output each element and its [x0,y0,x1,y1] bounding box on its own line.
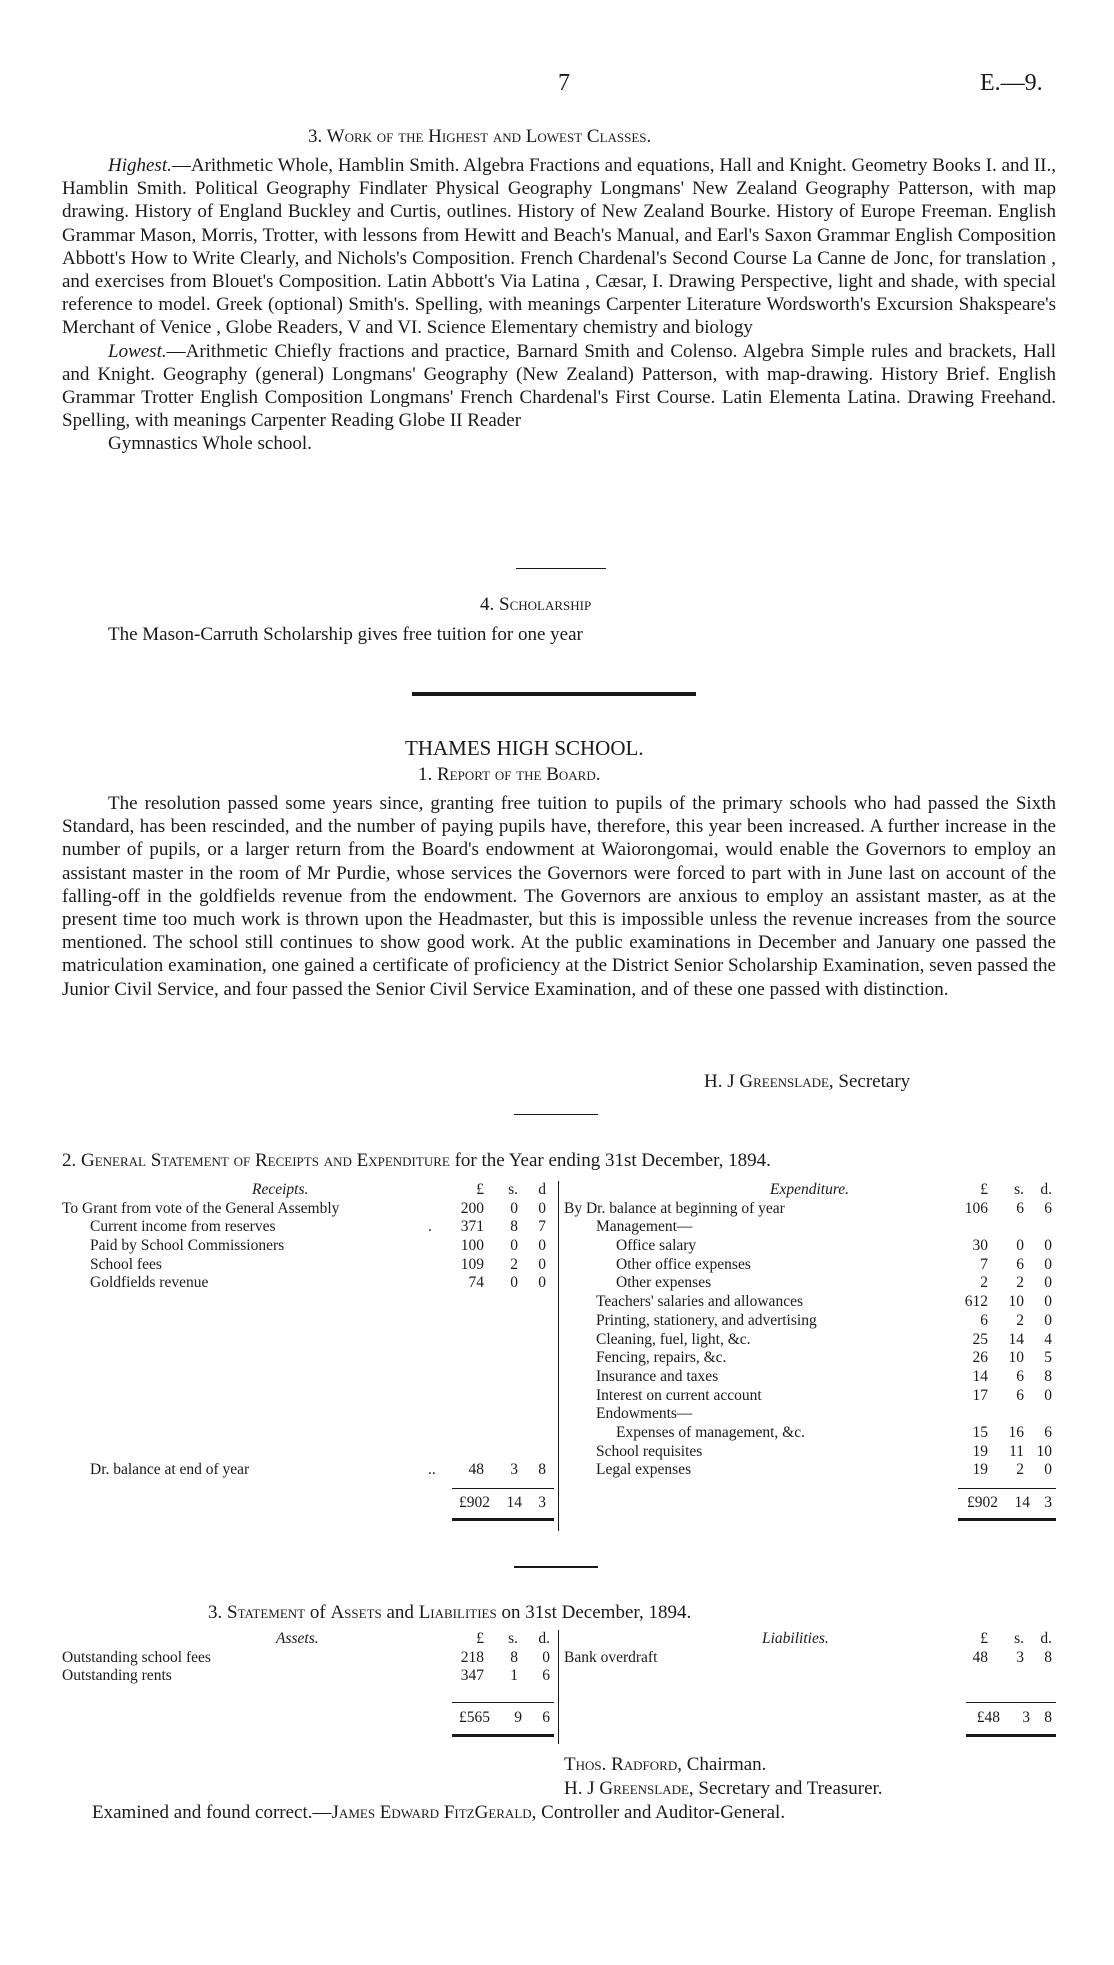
gymnastics-line: Gymnastics Whole school. [108,433,312,455]
section-3-body [62,154,1056,456]
row-pounds: 6 [980,1311,988,1329]
chairman-signature [564,1754,766,1776]
receipts-rows [62,1200,554,1293]
liabilities-sum-rule [966,1702,1056,1703]
row-label: Current income from reserves [90,1218,276,1236]
liabilities-total-shillings: 3 [1022,1709,1030,1726]
assets-title-caps-2: Assets [330,1602,382,1623]
expenditure-total-row [564,1494,1056,1513]
table-row [564,1443,1056,1462]
statement-column-divider [558,1181,559,1531]
row-pounds: 218 [460,1648,484,1666]
lowest-label: Lowest. [108,340,167,362]
row-pence: 0 [538,1255,546,1273]
document-reference: E.—9. [980,70,1043,96]
row-pence: 0 [1044,1311,1052,1329]
table-row [564,1256,1056,1275]
general-statement-title-caps: 2. General Statement of Receipts and Expenditure [62,1150,450,1171]
row-pence: 0 [1044,1237,1052,1255]
examined-prefix: Examined and found correct.— [92,1802,332,1823]
row-pounds: 74 [468,1274,484,1292]
row-pence: 0 [538,1237,546,1255]
balance-dots: .. [428,1461,436,1478]
table-row [564,1293,1056,1312]
row-pounds: 26 [972,1349,988,1367]
auditor-line [92,1802,785,1824]
row-shillings: 14 [1008,1330,1024,1348]
secretary-signature [564,1778,883,1800]
assets-total-block [62,1709,554,1728]
row-pence: 0 [538,1274,546,1292]
row-pence: 8 [1044,1648,1052,1666]
liabilities-header: Liabilities. [762,1630,829,1647]
row-label: To Grant from vote of the General Assembly [62,1199,340,1217]
row-label: Paid by School Commissioners [90,1237,285,1255]
row-label: Insurance and taxes [596,1367,719,1385]
liabilities-rows [564,1649,1056,1668]
row-shillings: 0 [510,1199,518,1217]
assets-header-row [62,1630,554,1649]
expenditure-total-block [564,1494,1056,1513]
row-shillings: 0 [510,1237,518,1255]
liabilities-header-row [564,1630,1056,1649]
general-statement-title-rest: for the Year ending 31st December, 1894. [449,1150,771,1171]
exp-col-pounds-header: £ [980,1181,988,1198]
row-shillings: 2 [1016,1274,1024,1292]
row-pence: 8 [1044,1367,1052,1385]
report-body [62,792,1056,1001]
assets-col-pence-header: d. [538,1630,550,1647]
row-pounds: 2 [980,1274,988,1292]
row-pence: 6 [1044,1199,1052,1217]
row-shillings: 10 [1008,1293,1024,1311]
col-shillings-header: s. [508,1181,518,1198]
row-label: Expenses of management, &c. [616,1423,805,1441]
report-of-board-title: 1. Report of the Board. [418,764,601,785]
table-row [564,1349,1056,1368]
row-shillings: 11 [1009,1442,1024,1460]
assets-col-pounds-header: £ [476,1630,484,1647]
row-pounds: 30 [972,1237,988,1255]
assets-total-pounds: £565 [459,1709,490,1726]
receipts-total-underline [452,1518,554,1521]
table-row [564,1405,1056,1424]
assets-title-caps-3: Liabilities [418,1602,497,1623]
row-pounds: 371 [460,1218,484,1236]
receipts-total-shillings: 14 [506,1494,522,1511]
liabilities-total-pounds: £48 [976,1709,1000,1726]
assets-title-rest: on 31st December, 1894. [496,1602,692,1623]
table-row [62,1237,554,1256]
assets-total-pence: 6 [542,1709,550,1726]
expenditure-header-row [564,1181,1056,1200]
receipts-header-row [62,1181,554,1200]
general-statement-title [62,1150,771,1172]
table-row [564,1387,1056,1406]
row-shillings: 0 [510,1274,518,1292]
row-label: School fees [90,1255,162,1273]
row-shillings: 10 [1008,1349,1024,1367]
row-pence: 0 [1044,1461,1052,1479]
row-shillings: 0 [1016,1237,1024,1255]
row-pounds: 14 [972,1367,988,1385]
row-pounds: 7 [980,1255,988,1273]
table-row [62,1274,554,1293]
assets-sum-rule [452,1702,554,1703]
liab-col-pence-header: d. [1040,1630,1052,1647]
secretary-role: Secretary and Treasurer. [693,1778,883,1799]
report-paragraph: The resolution passed some years since, granting free tuition to pupils of the primary schools who had passed the Sixth Standard, has been rescinded, and the number of paying pupils have, therefore, this year been increased. A further increase in the number of pupils, or a larger return from the Board's endowment at Waiorongomai, would enable the Governors to employ an assistant master in the room of Mr Purdie, whose services the Governors were forced to part with in June last on account of the falling-off in the goldfields revenue from the endowment. The Governors are anxious to employ an assistant master, as at the present time too much work is thrown upon the Headmaster, but this is impossible unless the revenue increases from the source mentioned. The school still continues to show good work. At the public examinations in December and January one passed the matriculation examination, one gained a certificate of proficiency at the District Senior Scholarship Examination, seven passed the Junior Civil Service, and four passed the Senior Civil Service Examination, and of these one passed with distinction. [62,793,1056,1000]
row-label: Goldfields revenue [90,1274,209,1292]
row-label: By Dr. balance at beginning of year [564,1199,785,1217]
expenditure-total-pence: 3 [1044,1494,1052,1511]
chairman-role: Chairman. [682,1754,767,1775]
balance-label: Dr. balance at end of year [90,1461,250,1478]
row-label: Cleaning, fuel, light, &c. [596,1330,751,1348]
table-row [62,1218,554,1237]
expenditure-sum-rule [958,1488,1056,1489]
row-pence: 4 [1044,1330,1052,1348]
row-label: Teachers' salaries and allowances [596,1293,803,1311]
table-row [564,1274,1056,1293]
assets-header: Assets. [276,1630,319,1647]
row-shillings: 6 [1016,1386,1024,1404]
assets-col-shillings-header: s. [508,1630,518,1647]
assets-liabilities-title [208,1602,691,1624]
row-pence: 5 [1044,1349,1052,1367]
row-label: Other expenses [616,1274,712,1292]
liabilities-total-pence: 8 [1044,1709,1052,1726]
section-4-title: 4. Scholarship [480,594,592,615]
row-pence: 6 [1044,1423,1052,1441]
auditor-name: James Edward FitzGerald, [331,1802,537,1823]
page-number: 7 [558,70,570,96]
row-pounds: 200 [460,1199,484,1217]
table-row [564,1649,1056,1668]
report-signature-role: Secretary [833,1071,911,1092]
thames-high-school-title: THAMES HIGH SCHOOL. [405,736,644,760]
table-row [564,1368,1056,1387]
row-label: Bank overdraft [564,1648,658,1666]
table-row [62,1667,554,1686]
divider-thick [412,692,696,696]
row-label: Outstanding rents [62,1667,172,1685]
highest-class-paragraph [62,154,1056,340]
lowest-text: —Arithmetic Chiefly fractions and practice, Barnard Smith and Colenso. Algebra Simple rules and brackets, Hall and Knight. Geography (general) Longmans' Geography (New Zealand) Patterson, with map-drawing. History Brief. English Grammar Trotter English Composition Longmans' French Chardenal's First Course. Latin Elementa Latina. Drawing Freehand. Spelling, with meanings Carpenter Reading Globe II Reader [62,340,1056,432]
balance-shillings: 3 [510,1461,518,1478]
highest-text: —Arithmetic Whole, Hamblin Smith. Algebra Fractions and equations, Hall and Knight. Geometry Books I. and II., Hamblin Smith. Political Geography Findlater Physical Geography Longmans' New Zealand Geography Patterson, with map drawing. History of England Buckley and Curtis, outlines. History of New Zealand Bourke. History of Europe Freeman. English Grammar Mason, Morris, Trotter, with lessons from Hewitt and Beach's Manual, and Earl's Saxon Grammar English Composition Abbott's How to Write Clearly, and Nichols's Composition. French Chardenal's Second Course La Canne de Jonc, for translation , and exercises from Blouet's Composition. Latin Abbott's Via Latina , Cæsar, I. Drawing Perspective, light and shade, with special reference to model. Greek (optional) Smith's. Spelling, with meanings Carpenter Literature Wordsworth's Excursion Shakspeare's Merchant of Venice , Globe Readers, V and VI. Science Elementary chemistry and biology [62,155,1056,339]
row-shillings: 6 [1016,1367,1024,1385]
row-label: Printing, stationery, and advertising [596,1311,817,1329]
row-shillings: 8 [510,1648,518,1666]
row-label: Fencing, repairs, &c. [596,1349,727,1367]
receipts-header: Receipts. [252,1181,309,1198]
expenditure-table [564,1181,1056,1480]
expenditure-total-pounds: £902 [967,1494,998,1511]
secretary-name: H. J Greenslade, [564,1778,694,1799]
exp-col-shillings-header: s. [1014,1181,1024,1198]
assets-total-underline [452,1734,554,1737]
row-label: Office salary [616,1237,697,1255]
row-leader-dots: . [428,1218,432,1236]
row-pence: 0 [1044,1274,1052,1292]
row-label: School requisites [596,1442,703,1460]
row-shillings: 1 [510,1667,518,1685]
row-shillings: 2 [1016,1461,1024,1479]
table-row [564,1331,1056,1350]
row-pounds: 100 [460,1237,484,1255]
row-pounds: 612 [964,1293,988,1311]
divider-short-1 [516,568,606,569]
table-row [564,1312,1056,1331]
row-pounds: 109 [460,1255,484,1273]
row-pence: 0 [542,1648,550,1666]
receipts-sum-rule [452,1488,554,1489]
row-shillings: 8 [510,1218,518,1236]
chairman-name: Thos. Radford, [564,1754,682,1775]
highest-label: Highest. [108,155,172,176]
table-row [62,1256,554,1275]
receipts-balance-row [62,1461,554,1480]
assets-total-row [62,1709,554,1728]
liab-col-pounds-header: £ [980,1630,988,1647]
receipts-balance-block [62,1461,554,1480]
section-3-title: 3. Work of the Highest and Lowest Classes. [308,126,652,147]
assets-table [62,1630,554,1686]
liabilities-total-block [564,1709,1056,1728]
balance-pence: 8 [538,1461,546,1478]
assets-rows [62,1649,554,1686]
col-pence-header: d [538,1181,546,1198]
liab-col-shillings-header: s. [1014,1630,1024,1647]
row-pounds: 48 [972,1648,988,1666]
row-label: Outstanding school fees [62,1648,211,1666]
expenditure-header: Expenditure. [770,1181,850,1198]
liabilities-table [564,1630,1056,1667]
table-row [564,1424,1056,1443]
row-label: Legal expenses [596,1461,692,1479]
row-shillings: 16 [1008,1423,1024,1441]
table-row [564,1218,1056,1237]
receipts-total-pounds: £902 [459,1494,490,1511]
row-pence: 0 [1044,1386,1052,1404]
table-row [564,1237,1056,1256]
receipts-total-row [62,1494,554,1513]
col-pounds-header: £ [476,1181,484,1198]
table-row [564,1200,1056,1219]
row-shillings: 3 [1016,1648,1024,1666]
row-label: Management— [596,1218,693,1236]
row-pounds: 15 [972,1423,988,1441]
auditor-role: Controller and Auditor-General. [536,1802,786,1823]
lowest-class-paragraph [62,340,1056,433]
balance-pounds: 48 [468,1461,484,1478]
row-pounds: 17 [972,1386,988,1404]
assets-title-and: and [381,1602,419,1623]
assets-title-of: of [305,1602,331,1623]
liabilities-total-row [564,1709,1056,1728]
row-shillings: 2 [510,1255,518,1273]
table-row [564,1461,1056,1480]
row-pence: 0 [538,1199,546,1217]
row-label: Interest on current account [596,1386,762,1404]
assets-title-caps-1: 3. Statement [208,1602,306,1623]
row-shillings: 6 [1016,1199,1024,1217]
row-label: Other office expenses [616,1255,751,1273]
table-row [62,1649,554,1668]
row-shillings: 2 [1016,1311,1024,1329]
divider-short-2 [514,1114,598,1115]
assets-column-divider [558,1630,559,1744]
expenditure-total-underline [958,1518,1056,1521]
row-pounds: 106 [964,1199,988,1217]
report-signature [704,1071,910,1093]
row-pence: 7 [538,1218,546,1236]
liabilities-total-underline [966,1734,1056,1737]
report-signature-name: H. J Greenslade, [704,1071,834,1092]
row-pence: 0 [1044,1293,1052,1311]
row-pounds: 19 [972,1442,988,1460]
row-label: Endowments— [596,1405,693,1423]
receipts-table [62,1181,554,1293]
divider-short-3 [514,1566,598,1568]
row-pence: 6 [542,1667,550,1685]
row-pounds: 25 [972,1330,988,1348]
row-pence: 10 [1036,1442,1052,1460]
exp-col-pence-header: d. [1040,1181,1052,1198]
row-pence: 0 [1044,1255,1052,1273]
table-row [62,1200,554,1219]
assets-total-shillings: 9 [514,1709,522,1726]
scholarship-text: The Mason-Carruth Scholarship gives free tuition for one year [108,624,583,645]
row-shillings: 6 [1016,1255,1024,1273]
expenditure-rows [564,1200,1056,1480]
expenditure-total-shillings: 14 [1014,1494,1030,1511]
receipts-total-pence: 3 [538,1494,546,1511]
row-pounds: 19 [972,1461,988,1479]
row-pounds: 347 [460,1667,484,1685]
receipts-total-block [62,1494,554,1513]
